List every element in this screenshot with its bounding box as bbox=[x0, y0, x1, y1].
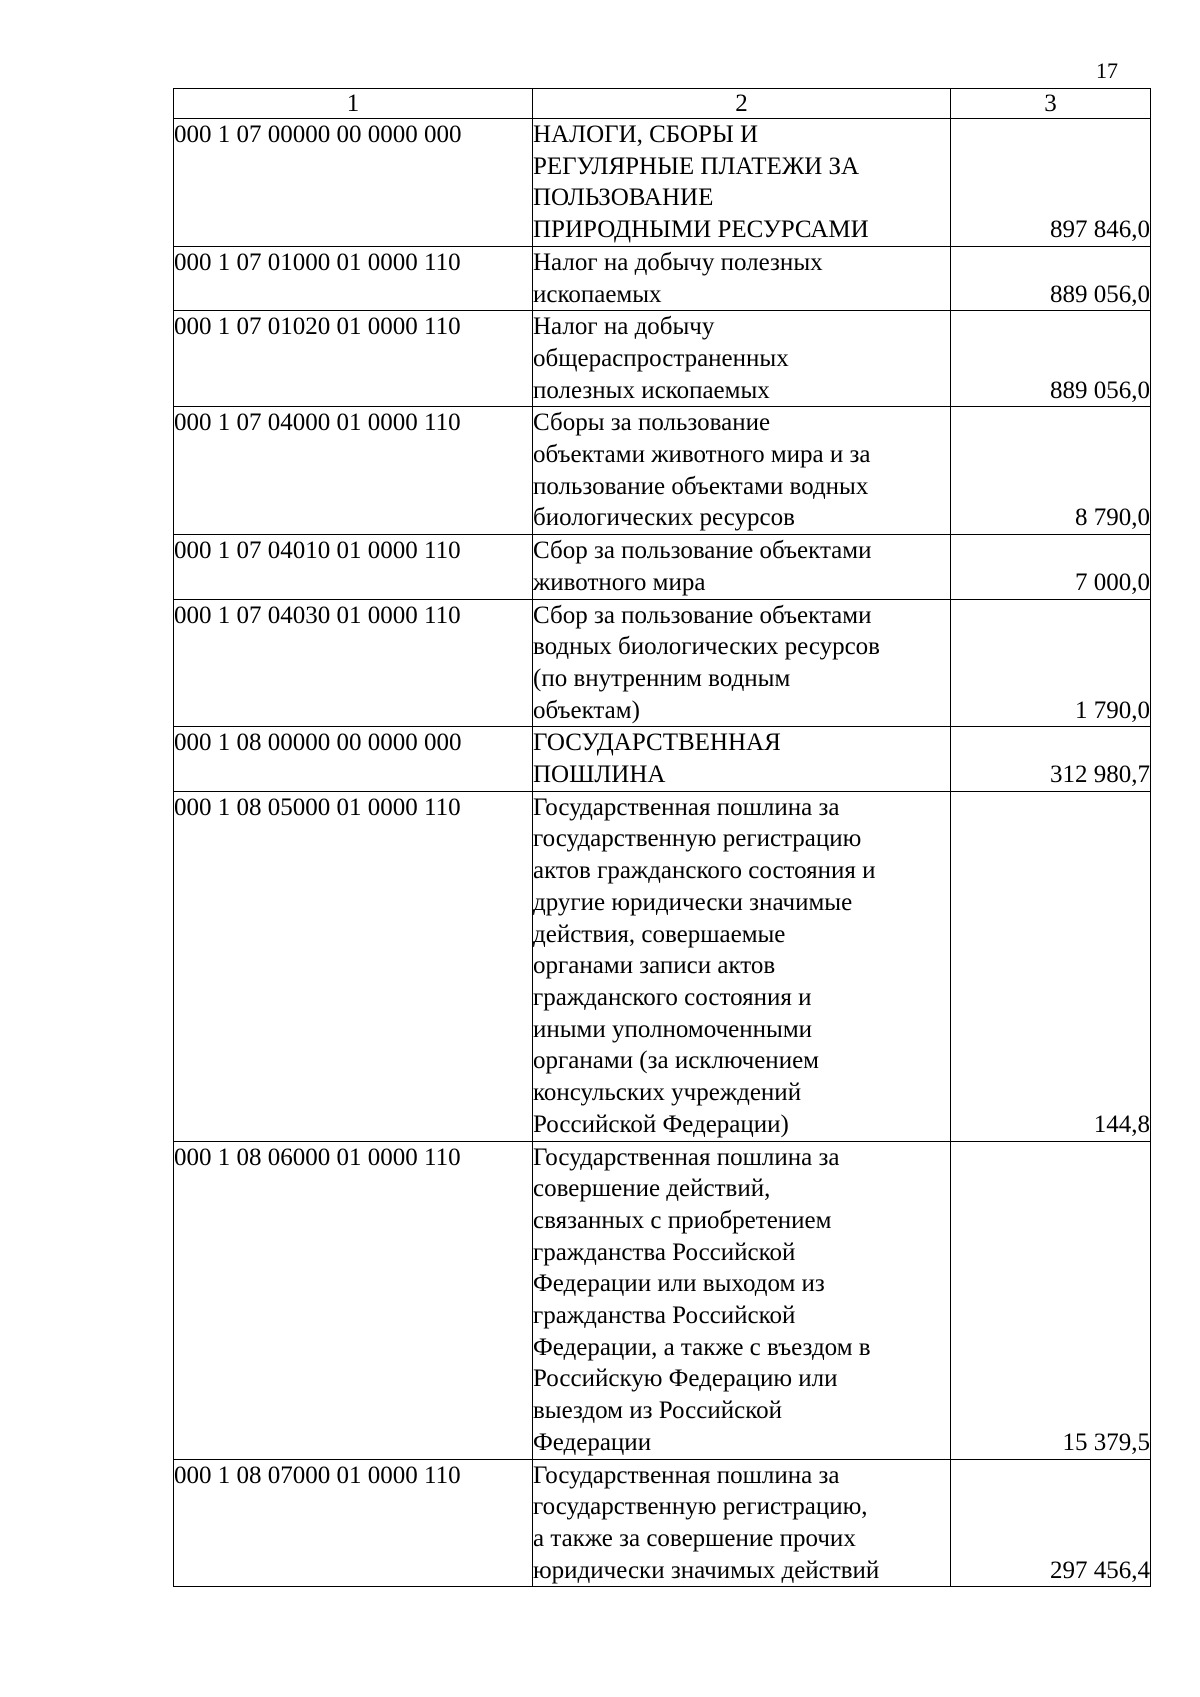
table-row bbox=[174, 1141, 1151, 1459]
budget-code-cell: 000 1 08 05000 01 0000 110 bbox=[174, 791, 533, 1141]
column-header-code: 1 bbox=[174, 89, 533, 119]
amount-cell: 144,8 bbox=[951, 791, 1151, 1141]
budget-code-cell: 000 1 08 06000 01 0000 110 bbox=[174, 1141, 533, 1459]
revenue-name-cell: Государственная пошлина за государственную регистрацию, а также за совершение прочих юридически значимых действий bbox=[533, 1459, 951, 1587]
budget-code-cell: 000 1 07 04000 01 0000 110 bbox=[174, 407, 533, 535]
amount-cell: 8 790,0 bbox=[951, 407, 1151, 535]
table-header-row bbox=[174, 89, 1151, 119]
amount-cell: 312 980,7 bbox=[951, 727, 1151, 791]
revenue-name-cell: Сбор за пользование объектами животного мира bbox=[533, 535, 951, 599]
revenue-name-cell: НАЛОГИ, СБОРЫ И РЕГУЛЯРНЫЕ ПЛАТЕЖИ ЗА ПОЛЬЗОВАНИЕ ПРИРОДНЫМИ РЕСУРСАМИ bbox=[533, 119, 951, 247]
revenue-name-cell: Государственная пошлина за государственную регистрацию актов гражданского состояния и другие юридически значимые действия, совершаемые органами записи актов гражданского состояния и иными уполномоченными органами (за исключением консульских учреждений Российской Федерации) bbox=[533, 791, 951, 1141]
amount-cell: 15 379,5 bbox=[951, 1141, 1151, 1459]
revenue-name-cell: Налог на добычу общераспространенных полезных ископаемых bbox=[533, 311, 951, 407]
revenue-name-cell: Государственная пошлина за совершение действий, связанных с приобретением гражданства Российской Федерации или выходом из гражданства Российской Федерации, а также с въездом в Российскую Федерацию или выездом из Российской Федерации bbox=[533, 1141, 951, 1459]
table-row bbox=[174, 727, 1151, 791]
table-row bbox=[174, 1459, 1151, 1587]
budget-code-cell: 000 1 07 00000 00 0000 000 bbox=[174, 119, 533, 247]
amount-cell: 297 456,4 bbox=[951, 1459, 1151, 1587]
budget-code-cell: 000 1 07 04030 01 0000 110 bbox=[174, 599, 533, 727]
amount-cell: 897 846,0 bbox=[951, 119, 1151, 247]
budget-code-cell: 000 1 08 00000 00 0000 000 bbox=[174, 727, 533, 791]
table-row bbox=[174, 311, 1151, 407]
amount-cell: 7 000,0 bbox=[951, 535, 1151, 599]
amount-cell: 889 056,0 bbox=[951, 311, 1151, 407]
budget-code-cell: 000 1 07 01000 01 0000 110 bbox=[174, 246, 533, 310]
budget-code-cell: 000 1 07 01020 01 0000 110 bbox=[174, 311, 533, 407]
table-row bbox=[174, 535, 1151, 599]
revenue-name-cell: Сбор за пользование объектами водных биологических ресурсов (по внутренним водным объектам) bbox=[533, 599, 951, 727]
table-row bbox=[174, 791, 1151, 1141]
revenue-name-cell: ГОСУДАРСТВЕННАЯ ПОШЛИНА bbox=[533, 727, 951, 791]
amount-cell: 1 790,0 bbox=[951, 599, 1151, 727]
column-header-name: 2 bbox=[533, 89, 951, 119]
amount-cell: 889 056,0 bbox=[951, 246, 1151, 310]
budget-code-cell: 000 1 07 04010 01 0000 110 bbox=[174, 535, 533, 599]
budget-code-cell: 000 1 08 07000 01 0000 110 bbox=[174, 1459, 533, 1587]
table-row bbox=[174, 407, 1151, 535]
column-header-amount: 3 bbox=[951, 89, 1151, 119]
revenue-name-cell: Сборы за пользование объектами животного мира и за пользование объектами водных биологических ресурсов bbox=[533, 407, 951, 535]
budget-revenue-table bbox=[173, 88, 1151, 1587]
table-row bbox=[174, 119, 1151, 247]
table-row bbox=[174, 246, 1151, 310]
revenue-name-cell: Налог на добычу полезных ископаемых bbox=[533, 246, 951, 310]
table-row bbox=[174, 599, 1151, 727]
page-number: 17 bbox=[1096, 58, 1118, 83]
